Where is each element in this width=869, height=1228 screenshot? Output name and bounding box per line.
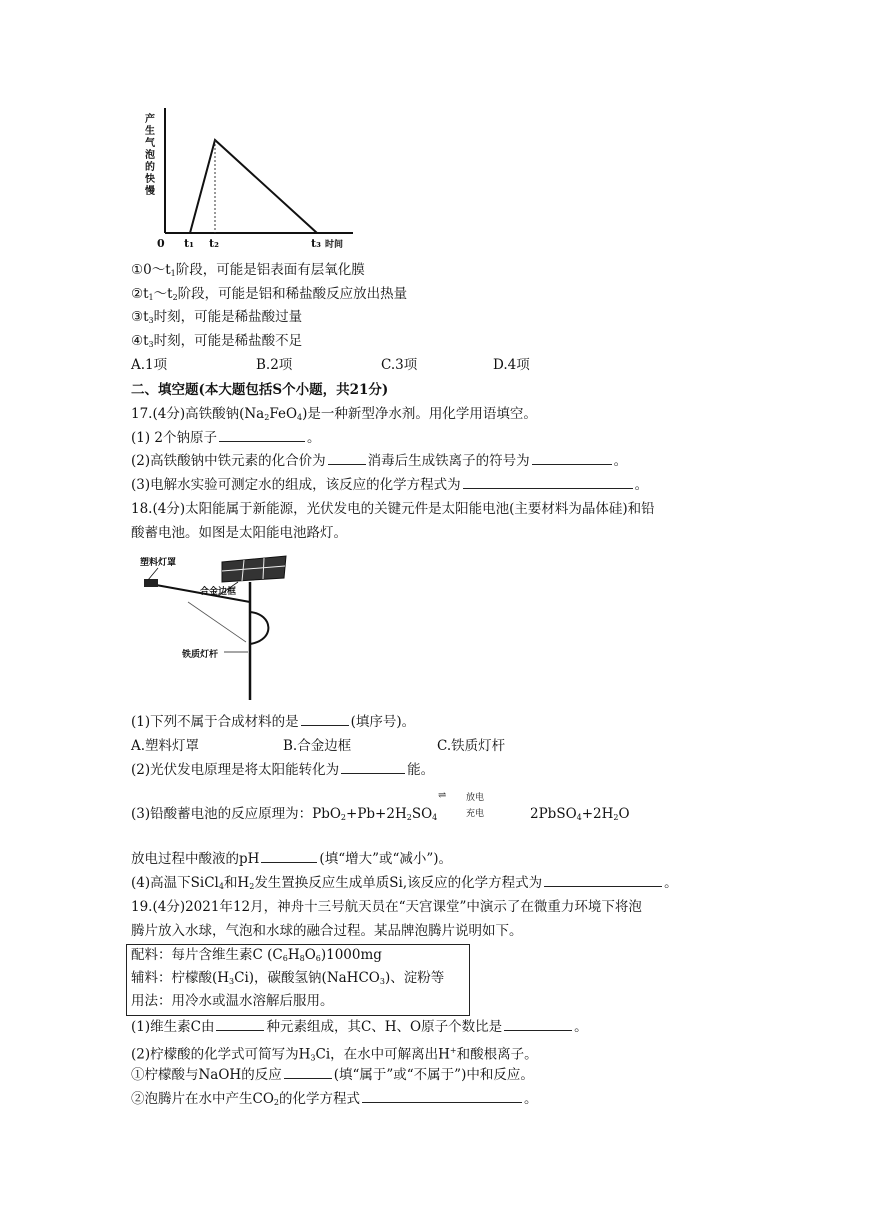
section-title: 二、填空题(本大题包括S个小题，共21分) — [131, 382, 389, 398]
y-label-char: 产 — [145, 114, 155, 125]
box-ingredients: 配料：每片含维生素C $(C_6H_8O_6)1000mg$ — [131, 947, 382, 963]
answer-blank[interactable] — [261, 850, 317, 863]
option-a: A.1项 — [131, 357, 168, 373]
q17-part3: (3)电解水实验可测定水的组成，该反应的化学方程式为 。 — [131, 477, 649, 493]
q17-intro: 17.(4分)高铁酸钠$(Na_2FeO_4)$是一种新型净水剂。用化学用语填空。 — [131, 406, 537, 422]
q19-intro-2: 腾片放入水球，气泡和水球的融合过程。某品牌泡腾片说明如下。 — [131, 923, 523, 939]
y-label-char: 慢 — [145, 186, 155, 197]
q18-part2: (2)光伏发电原理是将太阳能转化为 能。 — [131, 762, 435, 778]
answer-blank[interactable] — [362, 1090, 522, 1103]
y-label-char: 的 — [145, 162, 155, 173]
answer-blank[interactable] — [284, 1066, 332, 1079]
answer-blank[interactable] — [219, 429, 305, 442]
statement-4: $④t_3$时刻，可能是稀盐酸不足 — [131, 333, 303, 349]
q19-part2: (2)柠檬酸的化学式可简写为$H_3Ci$，在水中可解离出H+和酸根离子。 — [131, 1046, 538, 1063]
y-label-char: 快 — [145, 174, 155, 185]
box-excipients: 辅料：柠檬酸$(H_3Ci)$，碳酸氢钠(NaHCO$_3$)、淀粉等 — [131, 970, 445, 986]
option-c: C.3项 — [381, 357, 418, 373]
iron-pole-label: 铁质灯杆 — [182, 650, 219, 660]
lamp-cover-label: 塑料灯罩 — [140, 558, 177, 568]
statement-3: $③t_3$时刻，可能是稀盐酸过量 — [131, 309, 303, 325]
lamp-arm-curve — [250, 612, 268, 644]
statement-2: $②t_1\sim t_2$阶段，可能是铝和稀盐酸反应放出热量 — [131, 286, 408, 302]
answer-blank[interactable] — [301, 713, 349, 726]
answer-blank[interactable] — [216, 1018, 264, 1031]
statement-1: $①0\sim t_1$阶段，可能是铝表面有层氧化膜 — [131, 262, 365, 278]
lamp-head — [144, 579, 158, 587]
q17-part2: (2)高铁酸钠中铁元素的化合价为 消毒后生成铁离子的符号为 。 — [131, 453, 628, 469]
q18-intro-1: 18.(4分)太阳能属于新能源，光伏发电的关键元件是太阳能电池(主要材料为晶体硅)和铅 — [131, 501, 655, 517]
q18-part1-options — [131, 737, 505, 755]
q18-part3b: 放电过程中酸液的pH (填“增大”或“减小”)。 — [131, 851, 453, 867]
q19-part2-1: ①柠檬酸与NaOH的反应 (填“属于”或“不属于”)中和反应。 — [131, 1067, 534, 1083]
q19-intro-1: 19.(4分)2021年12月，神舟十三号航天员在“天宫课堂”中演示了在微重力环境下将泡 — [131, 899, 642, 915]
option-a: A.塑料灯罩 — [131, 738, 200, 754]
x-axis-label: 时间 — [325, 240, 344, 250]
t3-label: t₃ — [311, 237, 321, 250]
reversible-arrow: ⇌ 放电 充电 — [438, 790, 485, 819]
rate-curve — [165, 140, 317, 233]
y-label-char: 泡 — [145, 150, 155, 161]
y-label-char: 气 — [145, 138, 155, 149]
t2-label: t₂ — [209, 237, 219, 250]
origin-label: 0 — [157, 237, 165, 250]
q18-part1: (1)下列不属于合成材料的是 (填序号)。 — [131, 714, 416, 730]
option-c: C.铁质灯杆 — [437, 738, 506, 754]
alloy-frame-label: 合金边框 — [200, 587, 237, 597]
option-b: B.2项 — [256, 357, 293, 373]
answer-blank[interactable] — [328, 452, 366, 465]
option-b: B.合金边框 — [283, 738, 352, 754]
answer-blank[interactable] — [463, 476, 633, 489]
answer-blank[interactable] — [341, 761, 405, 774]
y-label-char: 生 — [145, 126, 155, 137]
solar-street-lamp-figure — [138, 552, 288, 702]
reaction-rate-graph — [135, 100, 360, 255]
answer-blank[interactable] — [504, 1018, 572, 1031]
q17-part1: (1) 2个钠原子 。 — [131, 430, 321, 446]
option-d: D.4项 — [493, 357, 530, 373]
q18-part4: (4)高温下SiCl$_4$和$H_2$发生置换反应生成单质Si,该反应的化学方程式为 。 — [131, 875, 678, 891]
answer-blank[interactable] — [532, 452, 612, 465]
t1-label: t₁ — [184, 237, 194, 250]
solar-panel — [222, 556, 286, 582]
q16-options — [131, 356, 530, 374]
box-usage: 用法：用冷水或温水溶解后服用。 — [131, 993, 334, 1009]
q18-part3-products: $2PbSO_4+2H_2O$ — [530, 806, 630, 822]
q19-part2-2: ②泡腾片在水中产生$CO_2$的化学方程式 。 — [131, 1091, 538, 1107]
answer-blank[interactable] — [544, 874, 662, 887]
q18-part3: (3)铅酸蓄电池的反应原理为：$PbO_2+Pb+2H_2SO_4$ — [131, 806, 438, 822]
q18-intro-2: 酸蓄电池。如图是太阳能电池路灯。 — [131, 525, 347, 541]
q19-part1: (1)维生素C由 种元素组成，其C、H、O原子个数比是 。 — [131, 1019, 588, 1035]
